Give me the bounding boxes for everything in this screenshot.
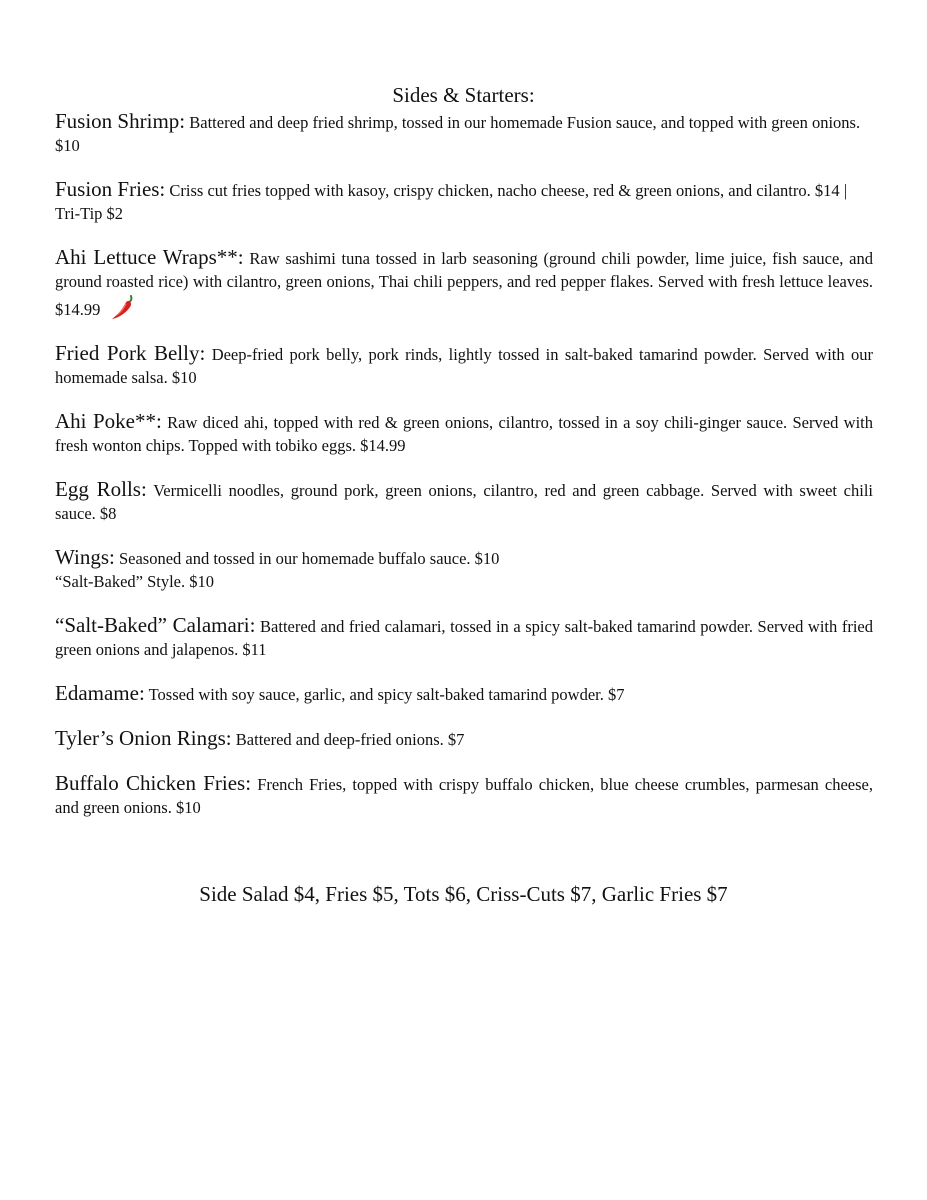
item-name: “Salt-Baked” Calamari: <box>55 613 256 637</box>
menu-item-egg-rolls <box>55 478 873 525</box>
item-description: Seasoned and tossed in our homemade buffalo sauce. $10 <box>118 549 500 568</box>
item-description: French Fries, topped with crispy buffalo chicken, blue cheese crumbles, parmesan cheese, and green onions. $10 <box>55 775 874 817</box>
item-description: Vermicelli noodles, ground pork, green onions, cilantro, red and green cabbage. Served with sweet chili sauce. $8 <box>55 481 873 523</box>
item-name: Ahi Poke**: <box>55 409 162 433</box>
menu-item-salt-baked-calamari <box>55 614 873 661</box>
item-description: Criss cut fries topped with kasoy, crispy chicken, nacho cheese, red & green onions, and cilantro. $14 | Tri-Tip $2 <box>55 181 848 223</box>
menu-item-ahi-poke <box>55 410 873 457</box>
item-description: Tossed with soy sauce, garlic, and spicy salt-baked tamarind powder. $7 <box>148 685 625 704</box>
item-description: Battered and fried calamari, tossed in a spicy salt-baked tamarind powder. Served with fried green onions and jalapenos. $11 <box>55 617 873 659</box>
item-name: Edamame: <box>55 681 145 705</box>
menu-item-fusion-shrimp <box>55 110 873 157</box>
item-description: Deep-fried pork belly, pork rinds, lightly tossed in salt-baked tamarind powder. Served with our homemade salsa. $10 <box>55 345 873 387</box>
item-name: Fusion Fries: <box>55 177 166 201</box>
item-name: Ahi Lettuce Wraps**: <box>55 245 244 269</box>
item-description: Raw sashimi tuna tossed in larb seasoning (ground chili powder, lime juice, fish sauce, and ground roasted rice) with cilantro, green onions, Thai chili peppers, and red pepper flakes. Served with fresh lettuce leaves. $14.99 <box>55 249 873 319</box>
menu-item-buffalo-chicken-fries <box>55 772 873 819</box>
item-name: Fried Pork Belly: <box>55 341 206 365</box>
menu-item-onion-rings <box>55 727 873 751</box>
item-description: Battered and deep fried shrimp, tossed in our homemade Fusion sauce, and topped with green onions. $10 <box>55 113 861 155</box>
menu-item-wings <box>55 546 873 593</box>
page-title: Sides & Starters: <box>392 83 535 107</box>
menu-item-fusion-fries <box>55 178 873 225</box>
menu-item-ahi-lettuce-wraps <box>55 246 873 321</box>
item-name: Wings: <box>55 545 115 569</box>
item-name: Fusion Shrimp: <box>55 109 186 133</box>
item-name: Egg Rolls: <box>55 477 147 501</box>
item-description: Battered and deep-fried onions. $7 <box>235 730 465 749</box>
menu-item-fried-pork-belly <box>55 342 873 389</box>
chili-pepper-icon <box>109 293 137 321</box>
menu-item-list <box>55 110 873 840</box>
item-description: Raw diced ahi, topped with red & green onions, cilantro, tossed in a soy chili-ginger sauce. Served with fresh wonton chips. Topped with tobiko eggs. $14.99 <box>55 413 874 455</box>
item-name: Buffalo Chicken Fries: <box>55 771 252 795</box>
sides-price-list: Side Salad $4, Fries $5, Tots $6, Criss-Cuts $7, Garlic Fries $7 <box>199 882 728 906</box>
item-name: Tyler’s Onion Rings: <box>55 726 232 750</box>
item-variant: “Salt-Baked” Style. $10 <box>55 572 215 591</box>
menu-item-edamame <box>55 682 873 706</box>
